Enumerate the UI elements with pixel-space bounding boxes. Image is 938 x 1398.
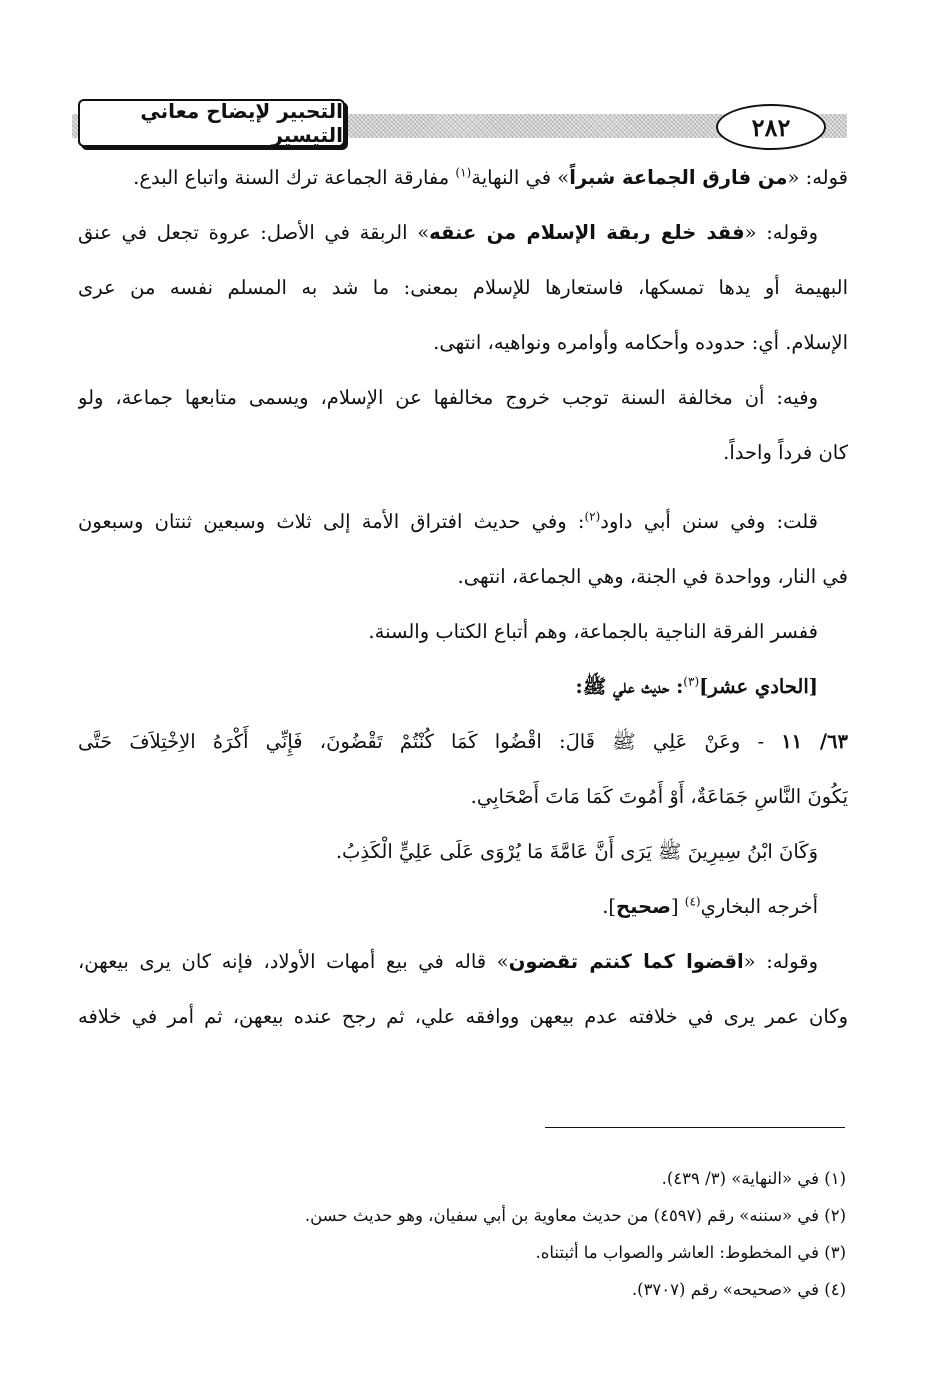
text-span: : وفي حديث افتراق الأمة إلى ثلاث وسبعين ثنتان وسبعون: [78, 510, 585, 533]
hadith-line-2: يَكُونَ النَّاسِ جَمَاعَةٌ، أَوْ أَمُوتَ كَمَا مَاتَ أَصْحَابِي.: [470, 785, 848, 808]
main-text: [78, 150, 848, 1044]
footnote-3: (٣) في المخطوط: العاشر والصواب ما أثبتناه.: [535, 1243, 846, 1262]
footnotes: [78, 1160, 846, 1308]
text-span: - وعَنْ عَلِي ﷺ قَالَ: اقْضُوا كَمَا كُنْتُمْ تَقْضُونَ، فَإِنِّي أَكْرَهُ الاِخْتِلاَفَ حَتَّى: [78, 730, 782, 753]
text-span: وقوله: «: [743, 950, 818, 973]
book-title: التحبير لإيضاح معاني التيسير: [78, 99, 345, 147]
footnote-ref: (٢): [584, 509, 601, 524]
text-span: » قاله في بيع أمهات الأولاد، فإنه كان يرى بيعهن،: [78, 950, 509, 973]
hadith-line-1: [78, 714, 848, 769]
footnote-ref: (١): [455, 165, 472, 180]
paragraph-4-line-1: [78, 494, 848, 549]
footnote-ref: (٤): [684, 894, 701, 909]
paragraph-6-line-2: وكان عمر يرى في خلافته عدم بيعهن ووافقه علي، ثم رجح عنده بيعهن، ثم أمر في خلافه: [78, 1005, 848, 1028]
hadith-number: ٦٣/ ١١: [781, 730, 848, 753]
text-span: وقوله: «: [744, 221, 818, 244]
paragraph-2-line-2: البهيمة أو يدها تمسكها، فاستعارها للإسلام بمعنى: ما شد به المسلم نفسه من عرى: [78, 276, 848, 299]
text-span: » في النهاية: [471, 166, 570, 189]
text-span: مفارقة الجماعة ترك السنة واتباع البدع.: [133, 166, 456, 189]
footnote-1: (١) في «النهاية» (٣/ ٤٣٩).: [661, 1169, 846, 1188]
section-heading: [78, 659, 848, 714]
paragraph-2-line-1: [78, 205, 848, 260]
footnote-ref: (٣): [683, 674, 700, 689]
heading-text: : حديث علي ﷺ:: [575, 675, 684, 698]
paragraph-3-line-2: كان فرداً واحداً.: [723, 441, 848, 464]
text-span: [: [670, 895, 685, 918]
footnote-2: (٢) في «سننه» رقم (٤٥٩٧) من حديث معاوية بن أبي سفيان، وهو حديث حسن.: [304, 1206, 846, 1225]
paragraph-3-line-1: وفيه: أن مخالفة السنة توجب خروج مخالفها عن الإسلام، ويسمى متابعها جماعة، ولو: [78, 386, 818, 409]
paragraph-1: [78, 150, 848, 205]
footnote-4: (٤) في «صحيحه» رقم (٣٧٠٧).: [631, 1280, 846, 1299]
paragraph-6-line-1: [78, 934, 848, 989]
paragraph-4-line-2: في النار، وواحدة في الجنة، وهي الجماعة، انتهى.: [457, 565, 848, 588]
page-number: ٢٨٢: [716, 104, 826, 150]
text-span: قلت: وفي سنن أبي داود: [600, 510, 818, 533]
bold-quote: اقضوا كما كنتم تقضون: [508, 950, 744, 973]
bold-quote: فقد خلع ربقة الإسلام من عنقه: [429, 221, 745, 244]
takhrij-line: [78, 879, 848, 934]
text-span: ].: [602, 895, 617, 918]
paragraph-2-line-3: الإسلام. أي: حدوده وأحكامه وأوامره ونواهيه، انتهى.: [433, 331, 848, 354]
heading-text: [الحادي عشر]: [699, 675, 818, 698]
text-span: قوله: «: [787, 166, 848, 189]
text-span: أخرجه البخاري: [700, 895, 818, 918]
bold-quote: من فارق الجماعة شبراً: [569, 166, 788, 189]
paragraph-5: ففسر الفرقة الناجية بالجماعة، وهم أتباع الكتاب والسنة.: [368, 620, 818, 643]
footnote-divider: [545, 1127, 845, 1128]
text-span: » الربقة في الأصل: عروة تجعل في عنق: [78, 221, 430, 244]
grading-label: صحيح: [616, 895, 671, 918]
hadith-line-3: وَكَانَ ابْنُ سِيرِينَ ﷺ يَرَى أَنَّ عَامَّةَ مَا يُرْوَى عَلَى عَلِيٍّ الْكَذِبُ.: [335, 840, 818, 863]
